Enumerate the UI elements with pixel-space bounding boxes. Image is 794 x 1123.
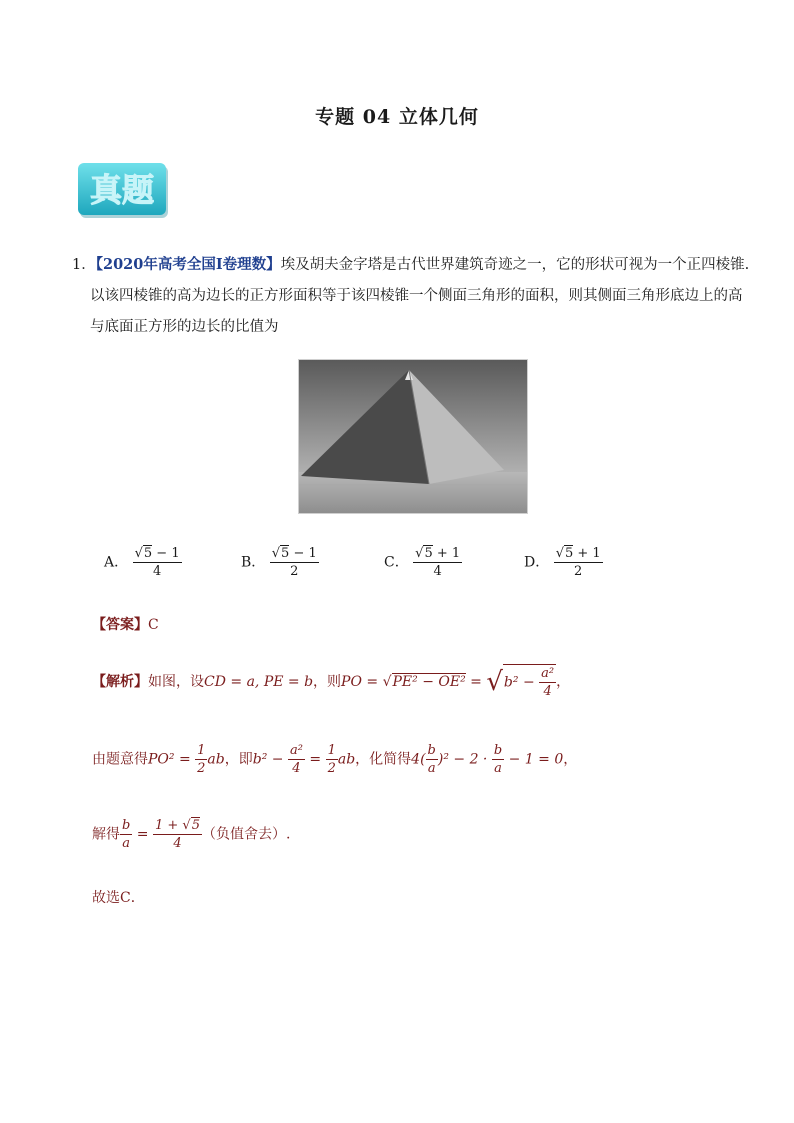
option-d[interactable]: D． $\frac{√5 + 1}{2}$	[524, 546, 601, 579]
page-title: 专题 04 立体几何	[315, 106, 479, 128]
question-line-1: 1．【2020年高考全国Ⅰ卷理数】埃及胡夫金字塔是古代世界建筑奇迹之一，它的形状可视为一个正四棱锥.	[72, 256, 750, 273]
option-b[interactable]: B． $\frac{√5 - 1}{2}$	[241, 546, 317, 579]
analysis-line-3: 解得 $\frac{b}{a}$ = $\frac{1 + √5}{4}$ （负值舍去）.	[92, 818, 291, 851]
badge-text: 真题	[89, 171, 155, 209]
analysis-line-2: 由题意得PO² = $\frac{1}{2}$ ab，即b² − $\frac{\text{a²}}{4}$ = $\frac{1}{2}$ ab，化简得4( $\frac{b}{a}$ )² − 2 · $\frac{b}{a}$ − 1 = 0，	[92, 743, 578, 776]
answer-value: C	[148, 617, 159, 633]
badge-icon	[76, 160, 172, 224]
zhenti-badge	[76, 160, 172, 224]
analysis-line-1: 【解析】如图，设CD = a, PE = b，则PO = √PE² − OE² = √b² − $\frac{\text{a²}}{4}$ ，	[92, 666, 571, 699]
question-line-3: 与底面正方形的边长的比值为	[90, 319, 279, 335]
question-line-2: 以该四棱锥的高为边长的正方形面积等于该四棱锥一个侧面三角形的面积，则其侧面三角形底边上的高	[90, 288, 743, 304]
question-source: 【2020年高考全国Ⅰ卷理数】	[95, 256, 281, 273]
option-a[interactable]: A． $\frac{√5 - 1}{4}$	[104, 546, 180, 579]
answer-line: 【答案】C	[92, 617, 159, 633]
pyramid-photo	[298, 359, 528, 514]
option-c[interactable]: C． $\frac{√5 + 1}{4}$	[384, 546, 461, 579]
analysis-line-4: 故选C．	[92, 890, 145, 906]
